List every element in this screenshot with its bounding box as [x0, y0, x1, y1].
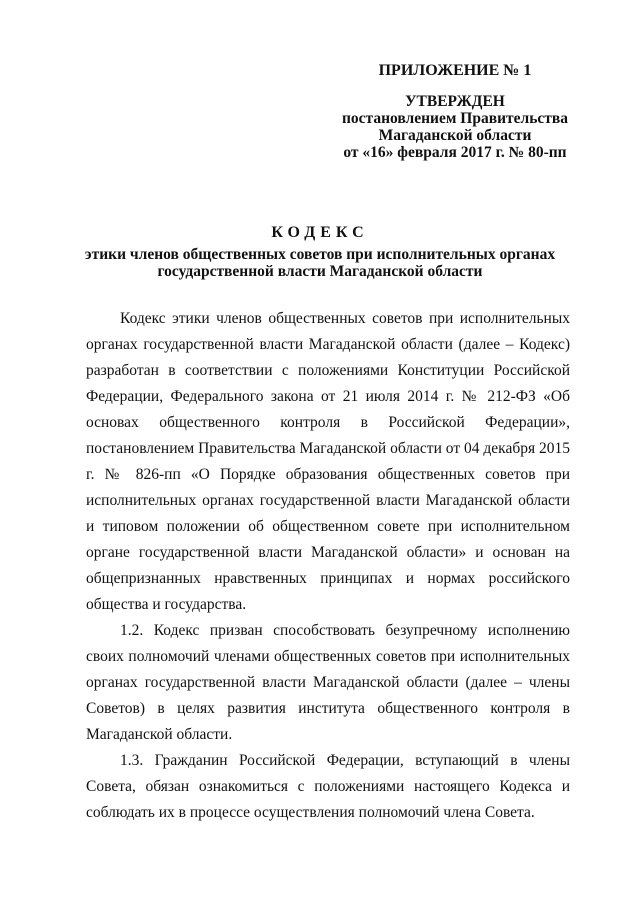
document-title-block — [70, 223, 570, 280]
document-title: КОДЕКС — [271, 224, 369, 241]
approval-stamp — [300, 62, 610, 161]
approval-date-line: от «16» февраля 2017 г. № 80-пп — [343, 144, 567, 161]
document-body — [86, 306, 570, 826]
approval-line-2: Магаданской области — [378, 127, 532, 144]
document-subtitle-line-1: этики членов общественных советов при исполнительных органах — [84, 246, 556, 263]
approved-heading: УТВЕРЖДЕН — [405, 93, 505, 110]
paragraph-intro: Кодекс этики членов общественных советов при исполнительных органах государственной власти Магаданской области (далее – Кодекс) разработан в соответствии с положениями Конституции Российской Федерации, Федерального закона от 21 июля 2014 г. № 212-ФЗ «Об основах общественного контроля в Российской Федерации», постановлением Правительства Магаданской области от 04 декабря 2015 г. № 826-пп «О Порядке образования общественных советов при исполнительных органах государственной власти Магаданской области и типовом положении об общественном совете при исполнительном органе государственной власти Магаданской области» и основан на общепризнанных нравственных принципах и нормах российского общества и государства. — [86, 310, 570, 613]
annex-number: ПРИЛОЖЕНИЕ № 1 — [378, 62, 532, 79]
approval-line-1: постановлением Правительства — [341, 110, 569, 127]
paragraph-1-3: 1.3. Гражданин Российской Федерации, вступающий в члены Совета, обязан ознакомиться с положениями настоящего Кодекса и соблюдать их в процессе осуществления полномочий члена Совета. — [86, 752, 570, 821]
document-subtitle-line-2: государственной власти Магаданской области — [157, 263, 483, 280]
paragraph-1-2: 1.2. Кодекс призван способствовать безупречному исполнению своих полномочий членами общественных советов при исполнительных органах государственной власти Магаданской области (далее – члены Советов) в целях развития института общественного контроля в Магаданской области. — [86, 622, 570, 743]
